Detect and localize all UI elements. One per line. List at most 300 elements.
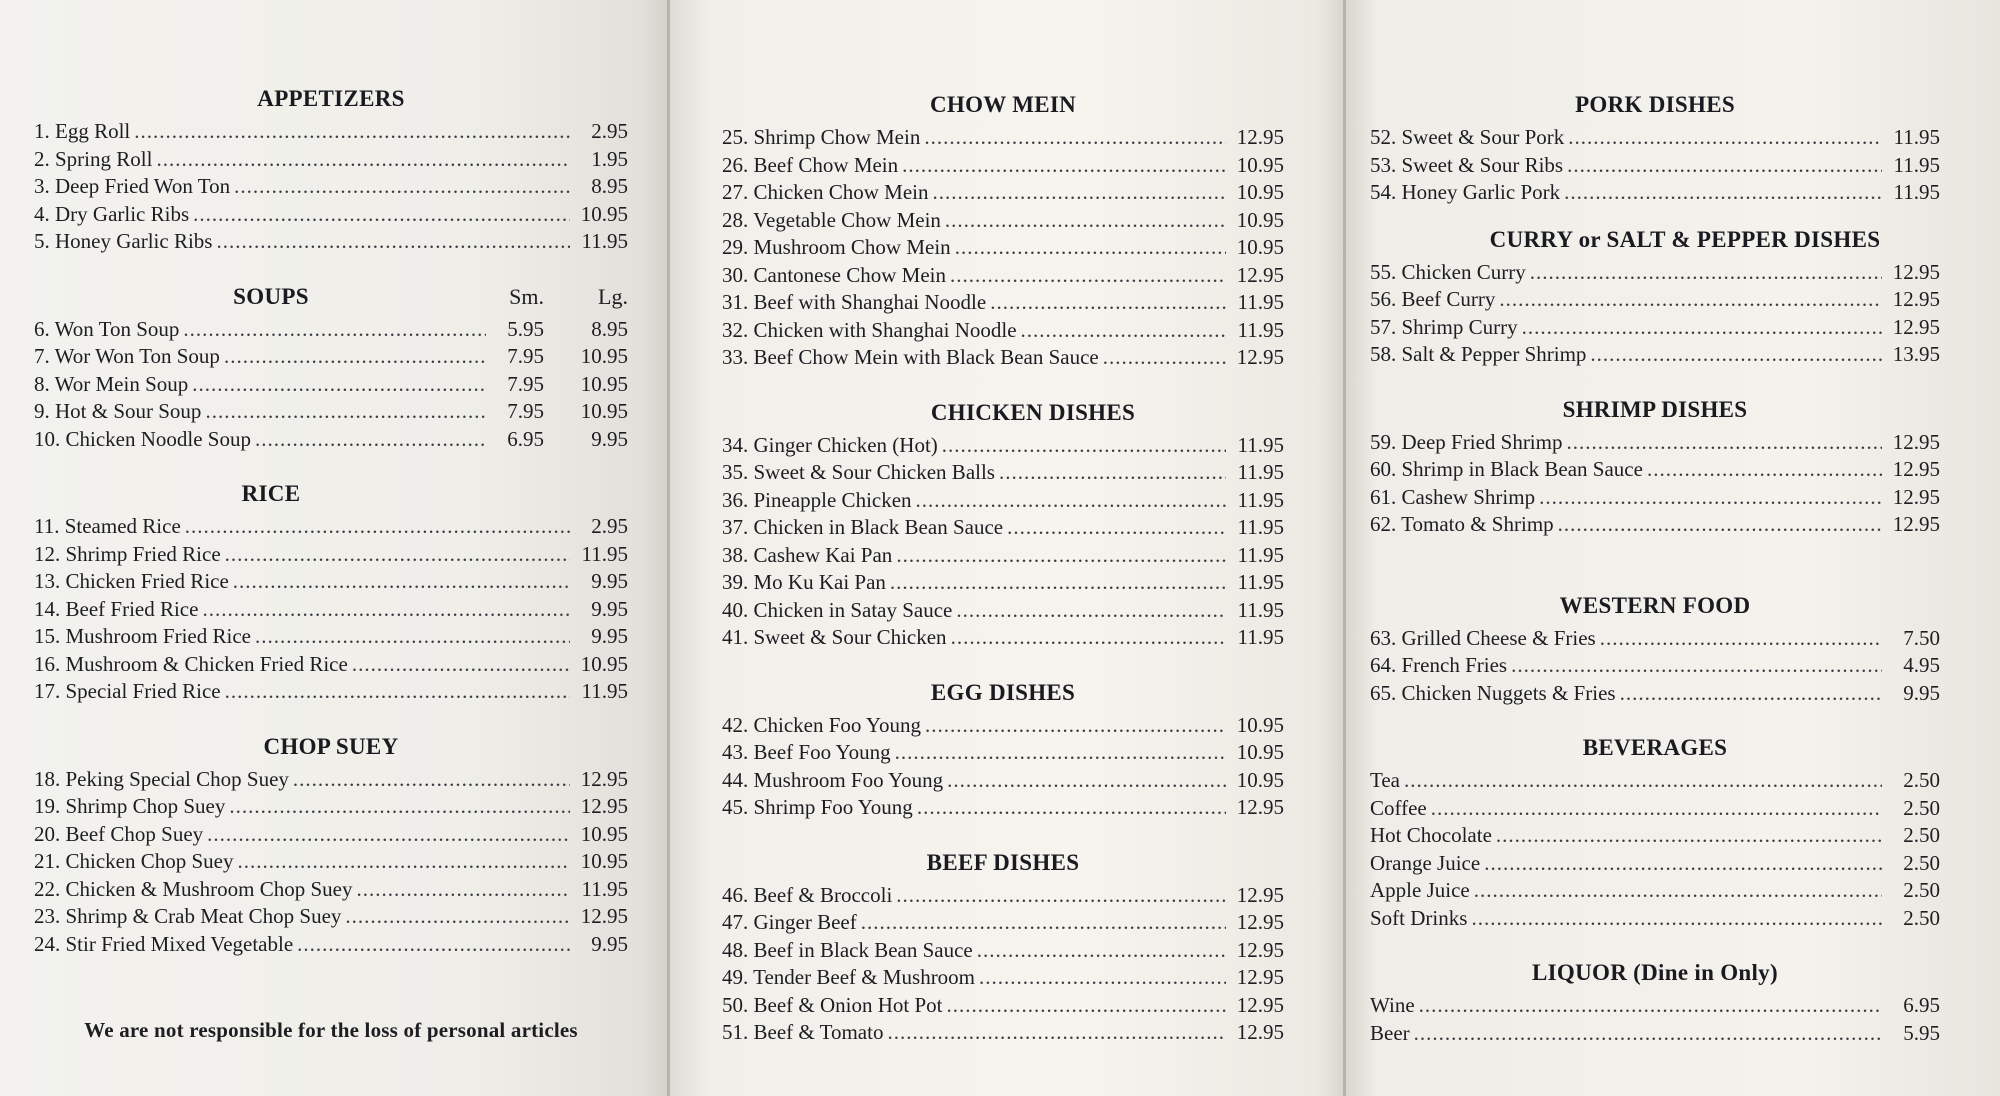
item-name: 65. Chicken Nuggets & Fries — [1370, 680, 1616, 705]
menu-item — [34, 316, 628, 344]
item-price-small: 7.95 — [507, 371, 544, 396]
item-name: 53. Sweet & Sour Ribs — [1370, 152, 1564, 177]
menu-item — [722, 624, 1284, 652]
section-liquor — [1370, 960, 1940, 1047]
item-name: 47. Ginger Beef — [722, 910, 857, 934]
item-price-small: 7.95 — [507, 399, 544, 423]
menu-item — [722, 794, 1284, 822]
menu-item — [34, 201, 628, 229]
leader-dots — [1558, 511, 1882, 539]
menu-item — [34, 146, 628, 174]
menu-item — [34, 793, 628, 821]
item-name: 45. Shrimp Foo Young — [722, 795, 913, 819]
disclaimer-notice: We are not responsible for the loss of personal articles — [84, 1018, 578, 1042]
leader-dots — [977, 937, 1226, 965]
item-price-small: 5.95 — [507, 316, 544, 341]
leader-dots — [255, 623, 570, 651]
menu-item — [722, 487, 1284, 515]
leader-dots — [1511, 652, 1882, 680]
item-price: 7.50 — [1903, 625, 1940, 650]
item-name: 15. Mushroom Fried Rice — [34, 624, 251, 648]
item-name: 33. Beef Chow Mein with Black Bean Sauce — [722, 345, 1099, 369]
item-name: 48. Beef in Black Bean Sauce — [722, 937, 973, 962]
fold-crease-left — [667, 0, 670, 1096]
item-name: 10. Chicken Noodle Soup — [34, 426, 251, 451]
menu-item — [34, 876, 628, 904]
leader-dots — [193, 201, 570, 229]
menu-item — [34, 371, 628, 399]
section-beef-dishes — [722, 850, 1284, 1047]
leader-dots — [942, 432, 1226, 460]
size-small-label: Sm. — [509, 283, 544, 309]
menu-item — [722, 909, 1284, 937]
leader-dots — [357, 876, 571, 904]
item-name: 9. Hot & Sour Soup — [34, 399, 202, 423]
item-price-small: 7.95 — [507, 344, 544, 368]
item-name: 43. Beef Foo Young — [722, 740, 891, 764]
menu-item — [34, 931, 628, 959]
menu-item — [34, 173, 628, 201]
section-chow-mein — [722, 92, 1284, 372]
leader-dots — [887, 1019, 1226, 1047]
leader-dots — [951, 624, 1226, 652]
item-name: 26. Beef Chow Mein — [722, 152, 899, 177]
menu-item — [722, 344, 1284, 372]
leader-dots — [1471, 905, 1882, 933]
leader-dots — [156, 146, 570, 174]
item-name: 6. Won Ton Soup — [34, 316, 180, 341]
item-name: 16. Mushroom & Chicken Fried Rice — [34, 651, 348, 676]
menu-item — [722, 124, 1284, 152]
leader-dots — [1431, 795, 1882, 823]
menu-item — [722, 597, 1284, 625]
section-title: CHOP SUEY — [263, 733, 399, 759]
leader-dots — [224, 343, 486, 371]
menu-item — [722, 262, 1284, 290]
item-price: 11.95 — [1237, 487, 1284, 512]
menu-item — [34, 651, 628, 679]
menu-item — [1370, 511, 1940, 539]
menu-item — [34, 398, 628, 426]
leader-dots — [955, 234, 1226, 262]
menu-item — [34, 821, 628, 849]
item-price-large: 9.95 — [591, 426, 628, 451]
leader-dots — [352, 651, 570, 679]
item-price: 8.95 — [591, 174, 628, 198]
menu-panel-right — [1344, 0, 2000, 1096]
item-price: 12.95 — [1236, 882, 1284, 907]
menu-item — [34, 513, 628, 541]
leader-dots — [185, 513, 570, 541]
section-curry-salt-pepper — [1370, 227, 1940, 369]
leader-dots — [896, 542, 1226, 570]
section-shrimp-dishes — [1370, 397, 1940, 539]
leader-dots — [134, 118, 570, 146]
item-price: 9.95 — [591, 596, 628, 621]
item-price: 11.95 — [1237, 597, 1284, 622]
item-name: 5. Honey Garlic Ribs — [34, 229, 213, 253]
leader-dots — [950, 262, 1226, 290]
leader-dots — [225, 678, 570, 706]
item-name: Tea — [1370, 768, 1401, 792]
item-price: 10.95 — [1236, 207, 1284, 232]
item-name: 21. Chicken Chop Suey — [34, 849, 234, 873]
menu-item — [1370, 286, 1940, 314]
menu-item — [34, 678, 628, 706]
menu-item — [1370, 905, 1940, 933]
menu-item — [1370, 877, 1940, 905]
section-title: RICE — [241, 481, 301, 506]
item-name: 44. Mushroom Foo Young — [722, 767, 944, 792]
item-name: 64. French Fries — [1370, 653, 1508, 677]
item-name: 25. Shrimp Chow Mein — [722, 125, 921, 149]
item-name: 56. Beef Curry — [1370, 287, 1496, 311]
menu-item — [1370, 767, 1940, 795]
item-price: 12.95 — [580, 794, 628, 818]
item-name: 41. Sweet & Sour Chicken — [722, 625, 947, 649]
leader-dots — [345, 903, 570, 931]
item-price: 11.95 — [581, 876, 628, 901]
item-price: 10.95 — [580, 821, 628, 846]
item-price: 10.95 — [1236, 767, 1284, 792]
item-price: 5.95 — [1903, 1020, 1940, 1045]
menu-item — [722, 289, 1284, 317]
section-title: APPETIZERS — [257, 86, 405, 111]
item-price: 10.95 — [580, 651, 628, 676]
item-price: 11.95 — [1237, 317, 1284, 342]
item-name: 29. Mushroom Chow Mein — [722, 235, 951, 259]
menu-panel-middle — [668, 0, 1344, 1096]
leader-dots — [1647, 456, 1882, 484]
item-name: 38. Cashew Kai Pan — [722, 542, 893, 567]
menu-item — [1370, 124, 1940, 152]
leader-dots — [861, 909, 1226, 937]
menu-item — [722, 432, 1284, 460]
item-name: 17. Special Fried Rice — [34, 679, 221, 703]
item-price-large: 10.95 — [580, 344, 628, 368]
size-headers — [34, 284, 628, 310]
leader-dots — [205, 398, 486, 426]
item-price: 9.95 — [591, 624, 628, 648]
item-price: 12.95 — [1892, 512, 1940, 536]
section-title: CHICKEN DISHES — [930, 399, 1136, 425]
menu-item — [722, 739, 1284, 767]
menu-item — [1370, 484, 1940, 512]
section-western-food — [1370, 593, 1940, 708]
item-name: 40. Chicken in Satay Sauce — [722, 597, 953, 622]
leader-dots — [1499, 286, 1882, 314]
leader-dots — [1484, 850, 1882, 878]
item-price-large: 10.95 — [580, 371, 628, 396]
item-price: 10.95 — [580, 849, 628, 873]
item-name: 35. Sweet & Sour Chicken Balls — [722, 460, 995, 484]
item-name: 50. Beef & Onion Hot Pot — [722, 992, 943, 1017]
leader-dots — [1496, 822, 1882, 850]
item-price: 12.95 — [1236, 910, 1284, 934]
leader-dots — [225, 541, 570, 569]
item-price: 12.95 — [1236, 262, 1284, 287]
menu-item — [1370, 456, 1940, 484]
item-name: 60. Shrimp in Black Bean Sauce — [1370, 457, 1643, 481]
item-name: 34. Ginger Chicken (Hot) — [722, 432, 938, 457]
menu-item — [722, 542, 1284, 570]
item-name: 7. Wor Won Ton Soup — [34, 344, 220, 368]
item-name: 32. Chicken with Shanghai Noodle — [722, 317, 1017, 342]
menu-item — [34, 118, 628, 146]
item-price: 2.50 — [1903, 795, 1940, 820]
item-name: 55. Chicken Curry — [1370, 259, 1526, 284]
section-beverages — [1370, 735, 1940, 932]
leader-dots — [293, 766, 570, 794]
section-soups — [34, 284, 628, 454]
item-price: 11.95 — [1237, 625, 1284, 649]
leader-dots — [216, 228, 570, 256]
menu-item — [722, 234, 1284, 262]
leader-dots — [916, 487, 1226, 515]
section-title: PORK DISHES — [1575, 92, 1735, 117]
item-name: 46. Beef & Broccoli — [722, 882, 893, 907]
item-name: 36. Pineapple Chicken — [722, 487, 912, 512]
item-price: 2.50 — [1903, 905, 1940, 930]
menu-item — [34, 541, 628, 569]
section-chicken-dishes — [722, 400, 1284, 652]
item-name: 58. Salt & Pepper Shrimp — [1370, 342, 1587, 366]
leader-dots — [956, 597, 1226, 625]
leader-dots — [1530, 259, 1882, 287]
leader-dots — [896, 882, 1226, 910]
menu-item — [722, 937, 1284, 965]
menu-item — [722, 152, 1284, 180]
item-price: 11.95 — [1237, 542, 1284, 567]
item-price: 6.95 — [1903, 993, 1940, 1017]
item-price-large: 10.95 — [580, 399, 628, 423]
menu-item — [1370, 652, 1940, 680]
item-name: 31. Beef with Shanghai Noodle — [722, 290, 987, 314]
menu-item — [34, 766, 628, 794]
leader-dots — [1564, 179, 1882, 207]
menu-item — [1370, 625, 1940, 653]
menu-item — [1370, 795, 1940, 823]
section-title: SHRIMP DISHES — [1562, 396, 1748, 422]
item-price: 12.95 — [1236, 965, 1284, 989]
leader-dots — [202, 596, 570, 624]
item-name: Coffee — [1370, 795, 1427, 820]
section-egg-dishes — [722, 680, 1284, 822]
leader-dots — [255, 426, 486, 454]
item-price: 12.95 — [1892, 287, 1940, 311]
item-price: 10.95 — [1236, 152, 1284, 177]
item-price: 2.50 — [1903, 823, 1940, 847]
item-price: 12.95 — [1236, 1020, 1284, 1044]
section-rice — [34, 481, 628, 706]
item-name: 27. Chicken Chow Mein — [722, 180, 929, 204]
leader-dots — [947, 767, 1226, 795]
menu-item — [1370, 850, 1940, 878]
leader-dots — [1539, 484, 1882, 512]
item-price: 12.95 — [1236, 937, 1284, 962]
leader-dots — [1404, 767, 1882, 795]
leader-dots — [917, 794, 1226, 822]
leader-dots — [207, 821, 570, 849]
item-price: 12.95 — [1892, 259, 1940, 284]
menu-item — [34, 343, 628, 371]
section-title: BEEF DISHES — [926, 849, 1080, 875]
item-price: 12.95 — [580, 766, 628, 791]
section-chop-suey — [34, 734, 628, 959]
leader-dots — [902, 152, 1226, 180]
leader-dots — [947, 992, 1227, 1020]
size-large-label: Lg. — [598, 283, 628, 309]
menu-item — [34, 568, 628, 596]
item-price: 10.95 — [1236, 235, 1284, 259]
item-name: 13. Chicken Fried Rice — [34, 569, 229, 593]
menu-item — [1370, 429, 1940, 457]
menu-item — [1370, 152, 1940, 180]
leader-dots — [1007, 514, 1226, 542]
menu-item — [722, 569, 1284, 597]
section-title: CHOW MEIN — [929, 92, 1077, 117]
item-name: 2. Spring Roll — [34, 146, 153, 171]
item-name: Beer — [1370, 1020, 1410, 1045]
menu-item — [1370, 259, 1940, 287]
leader-dots — [945, 207, 1226, 235]
section-title: WESTERN FOOD — [1559, 592, 1751, 618]
leader-dots — [1620, 680, 1882, 708]
menu-item — [722, 207, 1284, 235]
item-name: 3. Deep Fried Won Ton — [34, 174, 231, 198]
leader-dots — [1414, 1020, 1882, 1048]
item-name: 42. Chicken Foo Young — [722, 712, 921, 737]
leader-dots — [925, 712, 1226, 740]
menu-item — [722, 882, 1284, 910]
item-price: 10.95 — [1236, 180, 1284, 204]
item-price: 2.95 — [591, 119, 628, 143]
item-name: 11. Steamed Rice — [34, 514, 181, 538]
menu-item — [722, 317, 1284, 345]
item-price-small: 6.95 — [507, 426, 544, 451]
leader-dots — [1568, 124, 1882, 152]
item-name: Orange Juice — [1370, 850, 1481, 875]
leader-dots — [1567, 152, 1882, 180]
item-price: 9.95 — [591, 569, 628, 593]
item-price: 12.95 — [1892, 314, 1940, 339]
leader-dots — [1021, 317, 1226, 345]
leader-dots — [1419, 992, 1882, 1020]
item-price: 11.95 — [581, 679, 628, 703]
section-title: BEVERAGES — [1582, 735, 1728, 760]
menu-item — [1370, 992, 1940, 1020]
section-appetizers — [34, 86, 628, 256]
leader-dots — [1474, 877, 1882, 905]
item-price: 11.95 — [1893, 180, 1940, 204]
leader-dots — [979, 964, 1226, 992]
item-price: 11.95 — [1237, 570, 1284, 594]
item-name: 51. Beef & Tomato — [722, 1020, 884, 1044]
item-name: 30. Cantonese Chow Mein — [722, 262, 946, 287]
item-name: 22. Chicken & Mushroom Chop Suey — [34, 876, 353, 901]
menu-item — [722, 992, 1284, 1020]
leader-dots — [1590, 341, 1882, 369]
section-title: LIQUOR (Dine in Only) — [1532, 960, 1778, 985]
item-price: 11.95 — [1237, 290, 1284, 314]
item-name: 8. Wor Mein Soup — [34, 371, 189, 396]
item-price: 12.95 — [1236, 345, 1284, 369]
leader-dots — [192, 371, 486, 399]
menu-item — [1370, 1020, 1940, 1048]
item-price: 2.95 — [591, 514, 628, 538]
item-name: 20. Beef Chop Suey — [34, 821, 204, 846]
leader-dots — [990, 289, 1226, 317]
leader-dots — [297, 931, 570, 959]
menu-item — [34, 848, 628, 876]
item-name: 12. Shrimp Fried Rice — [34, 541, 221, 566]
leader-dots — [183, 316, 486, 344]
menu-item — [722, 514, 1284, 542]
item-price: 11.95 — [581, 541, 628, 566]
item-price: 12.95 — [1236, 992, 1284, 1017]
leader-dots — [932, 179, 1226, 207]
leader-dots — [233, 568, 570, 596]
menu-item — [34, 426, 628, 454]
section-title: EGG DISHES — [930, 679, 1076, 705]
leader-dots — [1103, 344, 1226, 372]
item-price: 10.95 — [1236, 712, 1284, 737]
menu-item — [722, 964, 1284, 992]
leader-dots — [895, 739, 1226, 767]
item-price: 2.50 — [1903, 768, 1940, 792]
item-price: 11.95 — [1237, 460, 1284, 484]
item-name: 1. Egg Roll — [34, 119, 131, 143]
menu-item — [1370, 314, 1940, 342]
section-title: CURRY or SALT & PEPPER DISHES — [1489, 226, 1881, 252]
item-price-large: 8.95 — [591, 316, 628, 341]
item-price: 12.95 — [580, 904, 628, 928]
item-price: 11.95 — [1237, 432, 1284, 457]
item-price: 11.95 — [1237, 515, 1284, 539]
leader-dots — [999, 459, 1226, 487]
item-price: 11.95 — [581, 229, 628, 253]
item-name: 4. Dry Garlic Ribs — [34, 201, 190, 226]
item-price: 9.95 — [1903, 680, 1940, 705]
leader-dots — [238, 848, 571, 876]
menu-item — [34, 903, 628, 931]
item-name: 57. Shrimp Curry — [1370, 314, 1518, 339]
menu-item — [1370, 822, 1940, 850]
menu-panel-left — [0, 0, 668, 1096]
menu-item — [1370, 680, 1940, 708]
leader-dots — [924, 124, 1226, 152]
item-price: 12.95 — [1892, 457, 1940, 481]
item-name: Soft Drinks — [1370, 905, 1468, 930]
item-name: 37. Chicken in Black Bean Sauce — [722, 515, 1004, 539]
item-name: 54. Honey Garlic Pork — [1370, 180, 1561, 204]
item-name: Apple Juice — [1370, 878, 1470, 902]
item-price: 12.95 — [1892, 429, 1940, 454]
item-name: 59. Deep Fried Shrimp — [1370, 429, 1563, 454]
menu-item — [722, 179, 1284, 207]
item-name: Hot Chocolate — [1370, 823, 1492, 847]
item-price: 11.95 — [1893, 125, 1940, 149]
item-name: 61. Cashew Shrimp — [1370, 484, 1536, 509]
item-price: 12.95 — [1892, 484, 1940, 509]
item-name: 14. Beef Fried Rice — [34, 596, 199, 621]
menu-item — [722, 712, 1284, 740]
section-title: SOUPS — [233, 283, 309, 309]
leader-dots — [1522, 314, 1882, 342]
item-name: 52. Sweet & Sour Pork — [1370, 125, 1565, 149]
section-pork-dishes — [1370, 92, 1940, 207]
menu-item — [1370, 341, 1940, 369]
